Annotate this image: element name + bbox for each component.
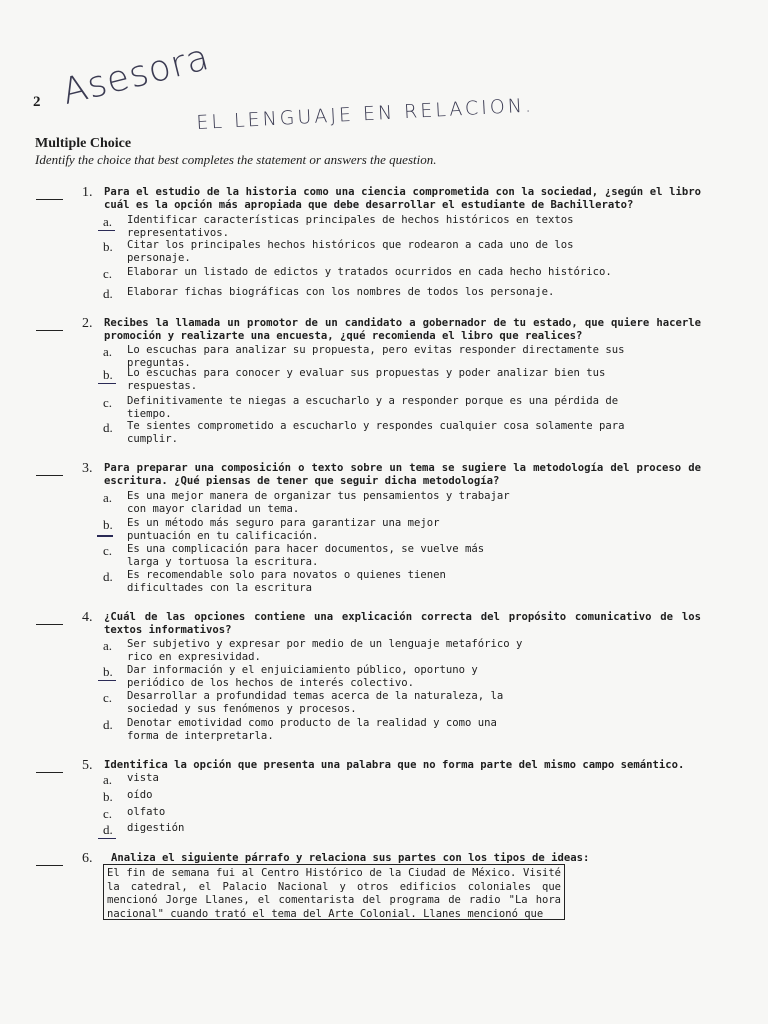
question-number: 6. xyxy=(82,851,93,866)
option-text: Identificar características principales de hechos históricos en textos representativos. xyxy=(127,214,574,239)
option-text: Es un método más seguro para garantizar una mejor puntuación en tu calificación. xyxy=(127,517,440,542)
option-text: Ser subjetivo y expresar por medio de un lenguaje metafórico y rico en expresividad. xyxy=(127,638,523,663)
option-letter: b. xyxy=(103,239,113,254)
option-letter: c. xyxy=(103,266,113,281)
answer-blank[interactable] xyxy=(36,624,63,625)
option-text: Desarrollar a profundidad temas acerca de la naturaleza, la sociedad y sus fenómenos y procesos. xyxy=(127,690,504,715)
question-number: 2. xyxy=(82,316,93,331)
option-letter: b. xyxy=(103,789,113,804)
option-text: vista xyxy=(127,772,159,784)
option-letter: a. xyxy=(103,638,113,653)
option-letter: c. xyxy=(103,690,113,705)
option-text: Dar información y el enjuiciamiento público, oportuno y periódico de los hechos de interés colectivo. xyxy=(127,664,478,689)
option-letter: a. xyxy=(103,344,113,359)
handwritten-asesora: Asesora xyxy=(58,36,214,113)
option-text: Te sientes comprometido a escucharlo y respondes cualquier cosa solamente para cumplir. xyxy=(127,420,625,445)
section-heading: Multiple Choice xyxy=(35,136,132,151)
option-letter: a. xyxy=(103,772,113,787)
option-text: Definitivamente te niegas a escucharlo y a responder porque es una pérdida de tiempo. xyxy=(127,395,619,420)
question-number: 1. xyxy=(82,185,93,200)
option-text: Citar los principales hechos históricos que rodearon a cada uno de los personaje. xyxy=(127,239,574,264)
answer-blank[interactable] xyxy=(36,199,63,200)
option-text: digestión xyxy=(127,822,185,834)
question-stem: Para el estudio de la historia como una ciencia comprometida con la sociedad, ¿según el libro cuál es la opción más apropiada que debe desarrollar el estudiante de Bachillerato? xyxy=(104,186,701,211)
option-text: Es recomendable solo para novatos o quienes tienen dificultades con la escritura xyxy=(127,569,446,594)
answer-mark xyxy=(97,535,113,537)
question-stem: Identifica la opción que presenta una palabra que no forma parte del mismo campo semántico. xyxy=(104,759,685,771)
option-text: Es una complicación para hacer documentos, se vuelve más larga y tortuosa la escritura. xyxy=(127,543,485,568)
option-letter: c. xyxy=(103,395,113,410)
option-text: oído xyxy=(127,789,153,801)
option-text: Es una mejor manera de organizar tus pensamientos y trabajar con mayor claridad un tema. xyxy=(127,490,510,515)
section-instructions: Identify the choice that best completes the statement or answers the question. xyxy=(35,152,437,167)
option-letter: a. xyxy=(103,490,113,505)
option-text: Lo escuchas para analizar su propuesta, pero evitas responder directamente sus preguntas. xyxy=(127,344,625,369)
option-text: Elaborar fichas biográficas con los nombres de todos los personaje. xyxy=(127,286,555,298)
answer-blank[interactable] xyxy=(36,865,63,866)
answer-blank[interactable] xyxy=(36,475,63,476)
option-letter: b. xyxy=(103,367,113,382)
option-letter: d. xyxy=(103,717,113,732)
option-text: Lo escuchas para conocer y evaluar sus propuestas y poder analizar bien tus respuestas. xyxy=(127,367,606,392)
option-text: Denotar emotividad como producto de la realidad y como una forma de interpretarla. xyxy=(127,717,497,742)
option-letter: d. xyxy=(103,286,113,301)
option-letter: d. xyxy=(103,420,113,435)
option-letter: d. xyxy=(103,569,113,584)
answer-blank[interactable] xyxy=(36,330,63,331)
question-stem: Recibes la llamada un promotor de un candidato a gobernador de tu estado, que quiere hacerle promoción y realizarte una encuesta, ¿qué recomienda el libro que realices? xyxy=(104,317,701,342)
question-number: 5. xyxy=(82,758,93,773)
handwritten-title: EL LENGUAJE EN RELACION. xyxy=(195,94,535,134)
answer-blank[interactable] xyxy=(36,772,63,773)
option-letter: c. xyxy=(103,806,113,821)
option-letter: d. xyxy=(103,822,113,837)
question-number: 4. xyxy=(82,610,93,625)
reading-passage: El fin de semana fui al Centro Histórico de la Ciudad de México. Visité la catedral, el Palacio Nacional y otros edificios coloniales que mencionó Jorge Llanes, el comentarista del programa de radio "La hora nacional" cuando trató el tema del Arte Colonial. Llanes mencionó que xyxy=(103,864,565,920)
option-text: olfato xyxy=(127,806,166,818)
option-letter: b. xyxy=(103,664,113,679)
question-stem: Analiza el siguiente párrafo y relaciona sus partes con los tipos de ideas: xyxy=(111,852,590,864)
option-text: Elaborar un listado de edictos y tratados ocurridos en cada hecho histórico. xyxy=(127,266,612,278)
question-number: 3. xyxy=(82,461,93,476)
option-letter: b. xyxy=(103,517,113,532)
option-letter: c. xyxy=(103,543,113,558)
page-number: 2 xyxy=(33,94,41,110)
question-stem: ¿Cuál de las opciones contiene una explicación correcta del propósito comunicativo de los textos informativos? xyxy=(104,611,701,636)
option-letter: a. xyxy=(103,214,113,229)
question-stem: Para preparar una composición o texto sobre un tema se sugiere la metodología del proceso de escritura. ¿Qué piensas de tener que seguir dicha metodología? xyxy=(104,462,701,487)
